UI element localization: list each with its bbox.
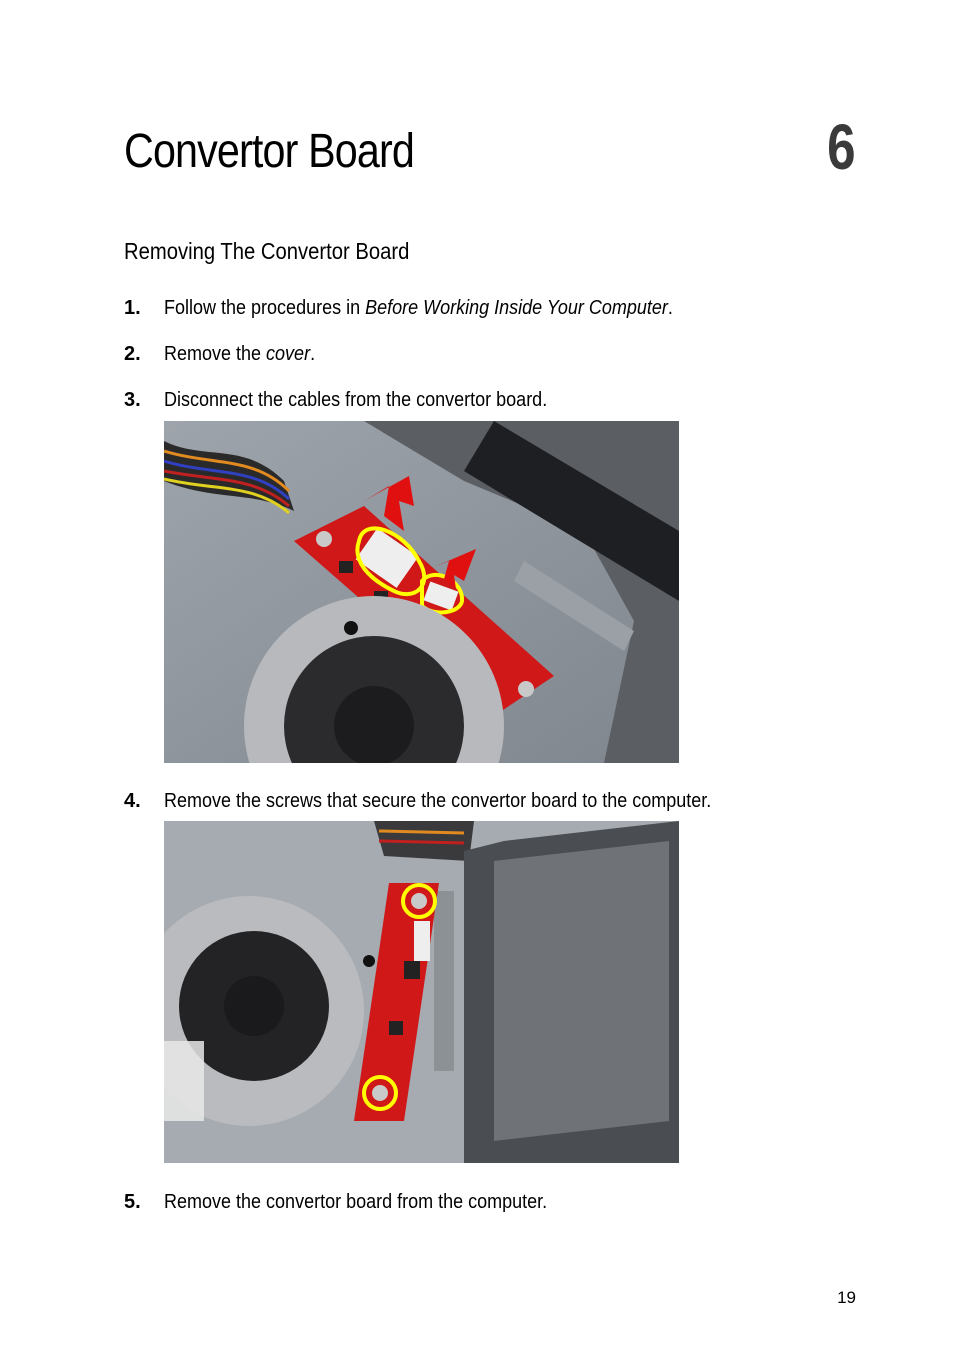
step-2 (124, 340, 332, 368)
step-number: 4. (124, 790, 141, 812)
before-working-link[interactable]: Before Working Inside Your Computer (365, 297, 668, 319)
step-text: Remove the (164, 343, 267, 365)
step-text: Remove the screws that secure the convertor board to the computer. (164, 790, 712, 812)
step-text-end: . (310, 343, 316, 365)
step-text: Disconnect the cables from the convertor board. (164, 389, 548, 411)
step-5 (124, 1188, 590, 1216)
step-3 (124, 386, 590, 414)
step-number: 2. (124, 343, 141, 365)
step-number: 5. (124, 1191, 141, 1213)
step-number: 3. (124, 389, 141, 411)
chapter-number: 6 (827, 111, 856, 183)
step-number: 1. (124, 297, 141, 319)
page-number: 19 (837, 1288, 856, 1307)
convertor-board-screws-photo (164, 821, 679, 1163)
chapter-title: Convertor Board (124, 125, 414, 178)
step-text: Follow the procedures in (164, 297, 366, 319)
convertor-board-cables-photo (164, 421, 679, 763)
step-4 (124, 787, 772, 815)
cover-link[interactable]: cover (266, 343, 311, 365)
section-heading: Removing The Convertor Board (124, 238, 410, 264)
step-1 (124, 294, 729, 322)
step-text-end: . (667, 297, 673, 319)
step-text: Remove the convertor board from the computer. (164, 1191, 548, 1213)
